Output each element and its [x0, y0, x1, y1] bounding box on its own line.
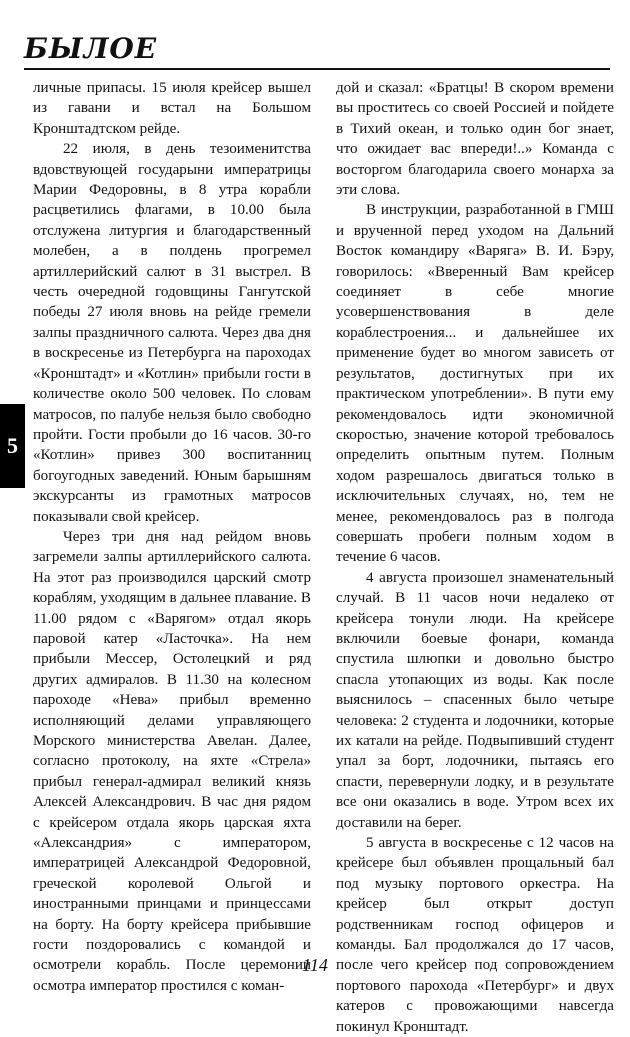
paragraph: личные припасы. 15 июля крейсер вышел из гавани и встал на Большом Кронштадтском рейде. — [33, 80, 311, 137]
paragraph: 5 августа в воскресенье с 12 часов на крейсере был объявлен прощальный бал под музыку портового оркестра. На крейсер был открыт доступ родственникам господ офицеров и команды. Бал продолжался до 17 часов, после чего крейсер под сопровождением портового парохода «Петербург» и двух катеров с провожающими навсегда покинул Кронштадт. — [336, 835, 614, 1035]
right-column — [336, 78, 614, 1037]
page-header — [24, 28, 610, 76]
left-column — [33, 78, 311, 996]
running-title: БЫЛОЕ — [24, 32, 158, 65]
header-rule — [24, 68, 610, 70]
paragraph: В инструкции, разработанной в ГМШ и врученной перед уходом на Дальний Восток командиру «Варяга» В. И. Бэру, говорилось: «Вверенный Вам крейсер соединяет в себе многие усовершенствования в деле кораблестроения... и дальнейшее их применение будет во многом зависеть от результатов, достигнутых при их практическом употреблении». В пути ему рекомендовалось идти экономичной скоростью, значение которой требовалось определить опытным путем. Полным ходом разрешалось двигаться только в исключительных случаях, но, тем не менее, рекомендовалось раз в полгода совершать пробеги полным ходом в течение 6 часов. — [336, 202, 614, 566]
paragraph: Через три дня над рейдом вновь загремели залпы артиллерийского салюта. На этот раз производился царский смотр кораблям, уходящим в дальнее плавание. В 11.00 рядом с «Варягом» отдал якорь паровой катер «Ласточка». На нем прибыли Мессер, Остолецкий и ряд других адмиралов. В 11.30 на колесном пароходе «Нева» прибыл временно исполняющий делами управляющего Морского министерства Авелан. Далее, согласно протоколу, на яхте «Стрела» прибыл генерал-адмирал великий князь Алексей Александрович. В час дня рядом с крейсером отдала якорь царская яхта «Александрия» с императором, императрицей Александрой Федоровной, греческой королевой Ольгой и иностранными принцами и принцессами на борту. На борту крейсера прибывшие гости поздоровались с командой и осмотрели корабль. После церемонии осмотра император простился с коман- — [33, 528, 311, 994]
paragraph: дой и сказал: «Братцы! В скором времени вы проститесь со своей Россией и пойдете в Тихий океан, и только один бог знает, что ожидает вас впереди!..» Команда с восторгом благодарила своего монарха за эти слова. — [336, 80, 614, 199]
section-number: 5 — [7, 433, 18, 458]
section-tab — [0, 404, 25, 488]
paragraph: 22 июля, в день тезоименитства вдовствующей государыни императрицы Марии Федоровны, в 8 утра корабли расцветились флагами, в 10.00 была отслужена литургия и благодарственный молебен, а в полдень прогремел артиллерийский салют в 31 выстрел. В честь очередной годовщины Гангутской победы 27 июля вновь на рейде гремели залпы праздничного салюта. Через два дня в воскресенье из Петербурга на пароходах «Кронштадт» и «Котлин» прибыли гости в количестве около 500 человек. По словам матросов, по палубе нельзя было свободно пройти. Гости пробыли до 16 часов. 30-го «Котлин» привез 300 воспитанниц богоугодных заведений. Юным барышням экскурсанты из грамотных матросов показывали свой крейсер. — [33, 141, 311, 525]
paragraph: 4 августа произошел знаменательный случай. В 11 часов ночи недалеко от крейсера тонули люди. На крейсере включили боевые фонари, команда спустила шлюпки и довольно быстро спасла утопающих из воды. Как после выяснилось – спасенных было четыре человека: 2 студента и лодочники, которые их катали на рейде. Подвыпивший студент упал за борт, лодочники, пытаясь его спасти, перевернули лодку, и в результате все они оказались в воде. Утром всех их доставили на берег. — [336, 569, 614, 831]
page-number: 114 — [302, 955, 328, 975]
